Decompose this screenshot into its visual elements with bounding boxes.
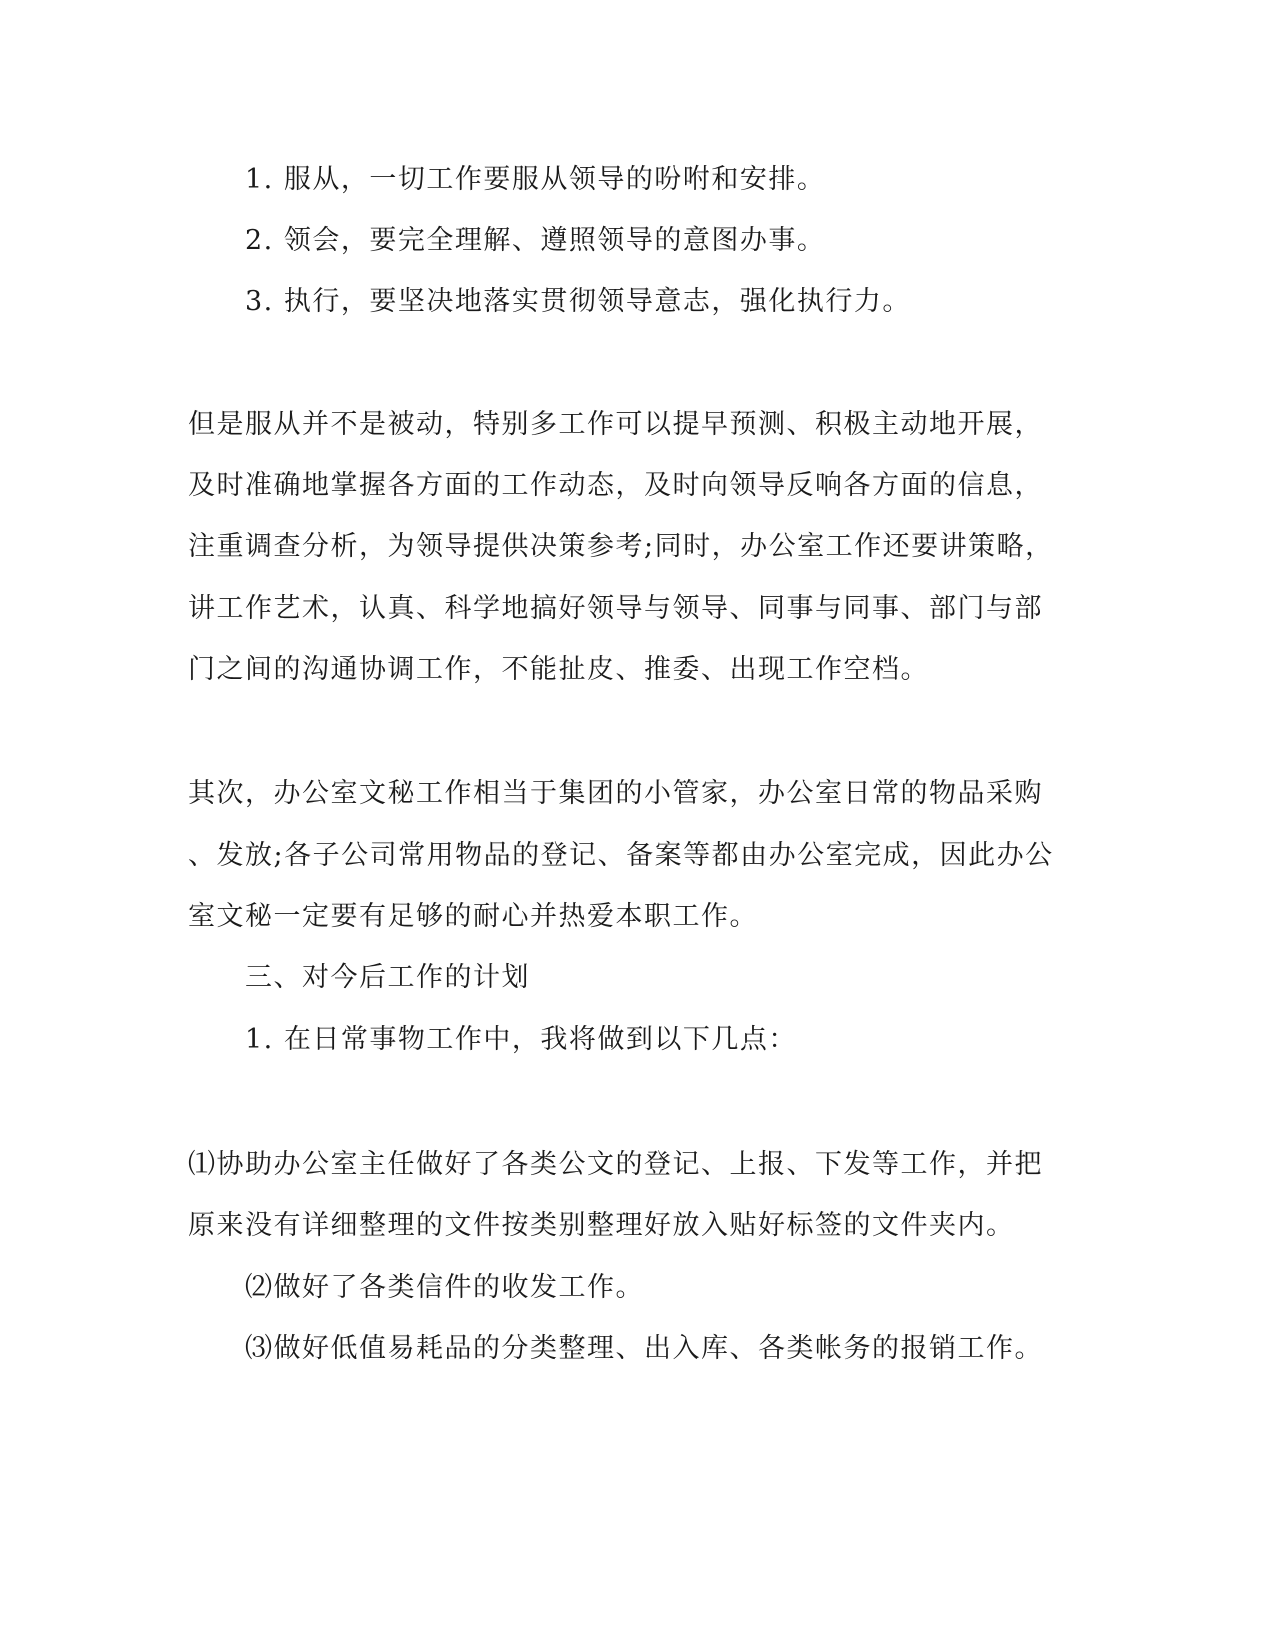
paragraph-line: 室文秘一定要有足够的耐心并热爱本职工作。 — [188, 901, 758, 932]
list-item-understand: 2. 领会，要完全理解、遵照领导的意图办事。 — [245, 225, 826, 256]
list-item-supplies: ⑶做好低值易耗品的分类整理、出入库、各类帐务的报销工作。 — [245, 1333, 1043, 1364]
list-item-execute: 3. 执行，要坚决地落实贯彻领导意志，强化执行力。 — [245, 286, 911, 317]
paragraph-line: 注重调查分析，为领导提供决策参考;同时，办公室工作还要讲策略， — [188, 531, 1054, 562]
list-item-letters: ⑵做好了各类信件的收发工作。 — [245, 1272, 644, 1303]
paragraph-line: 但是服从并不是被动，特别多工作可以提早预测、积极主动地开展， — [188, 409, 1043, 440]
list-item-line: ⑴协助办公室主任做好了各类公文的登记、上报、下发等工作，并把 — [188, 1149, 1043, 1180]
paragraph-line: 门之间的沟通协调工作，不能扯皮、推委、出现工作空档。 — [188, 654, 929, 685]
paragraph-line: 讲工作艺术，认真、科学地搞好领导与领导、同事与同事、部门与部 — [188, 593, 1043, 624]
list-item-line: 原来没有详细整理的文件按类别整理好放入贴好标签的文件夹内。 — [188, 1210, 1015, 1241]
list-item-obey: 1. 服从，一切工作要服从领导的吩咐和安排。 — [245, 164, 826, 195]
sub-heading: 1. 在日常事物工作中，我将做到以下几点： — [245, 1024, 797, 1055]
paragraph-line: 、发放;各子公司常用物品的登记、备案等都由办公室完成，因此办公 — [188, 840, 1054, 871]
section-heading: 三、对今后工作的计划 — [245, 962, 530, 993]
paragraph-line: 及时准确地掌握各方面的工作动态，及时向领导反响各方面的信息， — [188, 470, 1043, 501]
paragraph-line: 其次，办公室文秘工作相当于集团的小管家，办公室日常的物品采购 — [188, 778, 1043, 809]
